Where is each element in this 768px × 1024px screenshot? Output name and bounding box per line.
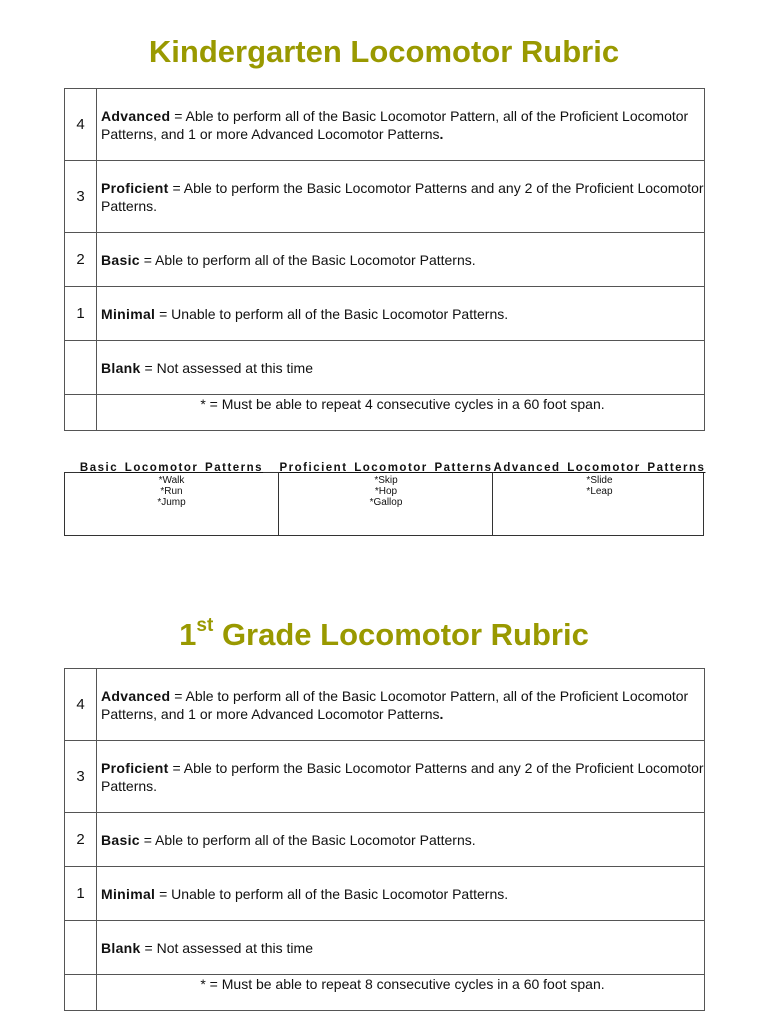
description-cell [97, 921, 705, 975]
rubric-note: * = Must be able to repeat 4 consecutive cycles in a 60 foot span. [97, 395, 705, 431]
level-description: = Able to perform all of the Basic Locomotor Patterns. [139, 831, 476, 848]
advanced-patterns-heading: Advanced Locomotor Patterns [493, 462, 706, 474]
level-label: Advanced [101, 107, 171, 124]
rubric-table-first-grade [64, 668, 705, 1011]
pattern-item: *Slide [586, 475, 613, 486]
level-label: Advanced [101, 687, 171, 704]
level-description: = Able to perform the Basic Locomotor Patterns and any 2 of the Proficient Locomotor Patterns. [101, 179, 704, 214]
rubric-row [65, 161, 705, 233]
description-cell [97, 341, 705, 395]
level-label: Basic [101, 251, 140, 268]
score-cell [65, 975, 97, 1011]
description-cell [97, 161, 705, 233]
basic-patterns-heading: Basic Locomotor Patterns [79, 462, 264, 474]
description-period: . [439, 125, 444, 142]
rubric-table-kindergarten [64, 88, 705, 431]
advanced-patterns-column [492, 462, 706, 535]
description-cell [97, 867, 705, 921]
basic-patterns-column [65, 461, 278, 535]
score-cell: 1 [65, 287, 97, 341]
title-text: Grade Locomotor Rubric [213, 617, 589, 652]
level-label: Minimal [101, 305, 156, 322]
level-label: Blank [101, 359, 141, 376]
rubric-note-row [65, 975, 705, 1011]
pattern-item: *Hop [374, 486, 398, 497]
level-description: = Not assessed at this time [140, 359, 313, 376]
pattern-item: *Jump [157, 497, 186, 508]
score-cell: 4 [65, 89, 97, 161]
score-cell [65, 341, 97, 395]
level-description: = Unable to perform all of the Basic Locomotor Patterns. [155, 885, 509, 902]
description-cell [97, 669, 705, 741]
proficient-patterns-heading: Proficient Locomotor Patterns [279, 462, 493, 474]
level-description: = Able to perform all of the Basic Locomotor Patterns. [139, 251, 476, 268]
level-label: Minimal [101, 885, 156, 902]
score-cell [65, 395, 97, 431]
description-cell [97, 813, 705, 867]
pattern-item: *Gallop [369, 497, 403, 508]
level-label: Blank [101, 939, 141, 956]
rubric-row [65, 813, 705, 867]
score-cell: 3 [65, 161, 97, 233]
level-description: = Able to perform the Basic Locomotor Patterns and any 2 of the Proficient Locomotor Patterns. [101, 759, 704, 794]
description-cell [97, 233, 705, 287]
rubric-row [65, 287, 705, 341]
description-period: . [439, 705, 444, 722]
score-cell [65, 921, 97, 975]
proficient-patterns-column [278, 462, 493, 535]
rubric-note: * = Must be able to repeat 8 consecutive cycles in a 60 foot span. [97, 975, 705, 1011]
description-cell [97, 89, 705, 161]
level-description: = Able to perform all of the Basic Locomotor Pattern, all of the Proficient Locomotor Patterns, and 1 or more Advanced Locomotor Patterns [101, 107, 689, 142]
level-description: = Not assessed at this time [140, 939, 313, 956]
page-title-first-grade [0, 617, 768, 653]
rubric-row [65, 921, 705, 975]
level-description: = Unable to perform all of the Basic Locomotor Patterns. [155, 305, 509, 322]
description-cell [97, 741, 705, 813]
level-label: Basic [101, 831, 140, 848]
rubric-row [65, 89, 705, 161]
description-cell [97, 287, 705, 341]
level-label: Proficient [101, 179, 169, 196]
locomotor-patterns-table [64, 462, 706, 536]
pattern-item: *Walk [158, 475, 185, 486]
score-cell: 2 [65, 813, 97, 867]
pattern-item: *Skip [374, 475, 398, 486]
rubric-row [65, 669, 705, 741]
title-number: 1 [179, 617, 197, 652]
page-title-kindergarten: Kindergarten Locomotor Rubric [148, 34, 620, 69]
rubric-row [65, 233, 705, 287]
pattern-item: *Run [160, 486, 183, 497]
rubric-row [65, 741, 705, 813]
title-ordinal-suffix: st [196, 615, 214, 636]
score-cell: 1 [65, 867, 97, 921]
pattern-item: *Leap [586, 486, 613, 497]
score-cell: 4 [65, 669, 97, 741]
score-cell: 2 [65, 233, 97, 287]
rubric-row [65, 867, 705, 921]
rubric-row [65, 341, 705, 395]
rubric-note-row [65, 395, 705, 431]
score-cell: 3 [65, 741, 97, 813]
level-label: Proficient [101, 759, 169, 776]
level-description: = Able to perform all of the Basic Locomotor Pattern, all of the Proficient Locomotor Patterns, and 1 or more Advanced Locomotor Patterns [101, 687, 689, 722]
